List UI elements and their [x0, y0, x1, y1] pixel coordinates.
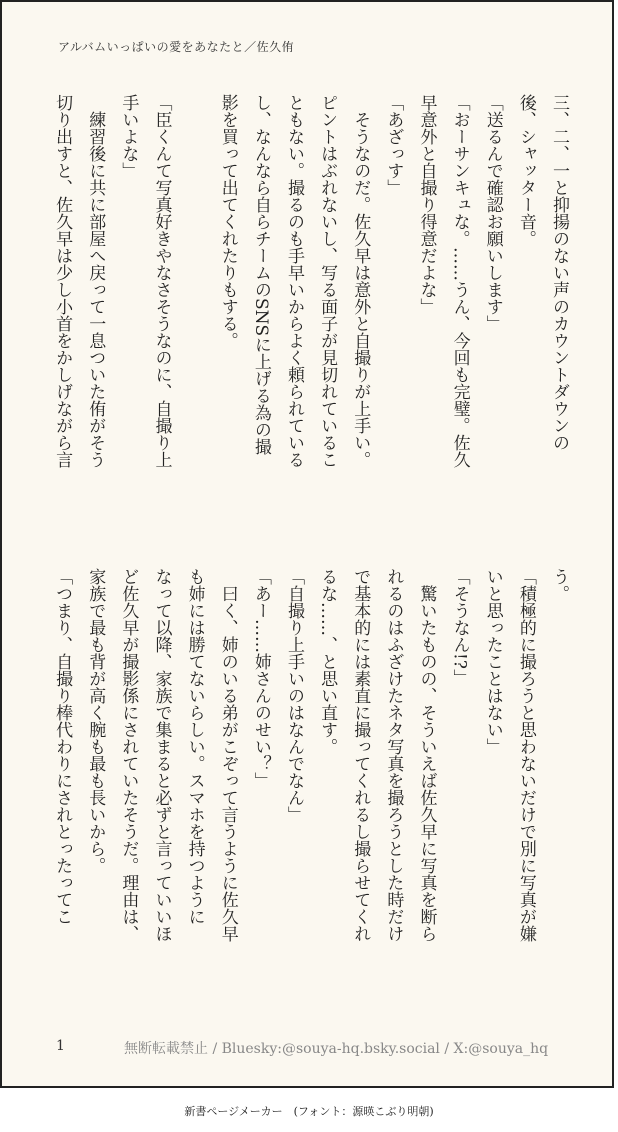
text-column: 驚いたものの、そういえば佐久早に写真を断ら: [416, 568, 437, 942]
text-column: 「臣くんて写真好きやなさそうなのに、自撮り上: [151, 94, 172, 468]
text-column: ともない。撮るのも手早いからよく頼られている: [284, 94, 304, 468]
generator-credit: 新書ページメーカー (フォント：源暎こぶり明朝): [184, 1105, 434, 1118]
text-column: 影を買って出てくれたりもする。: [217, 94, 238, 349]
text-column: 曰く、姉のいる弟がこぞって言うように佐久早: [217, 568, 238, 942]
text-block-top: [46, 94, 576, 524]
text-column: るな……、と思い直す。: [317, 568, 338, 755]
text-column: れるのはふざけたネタ写真を撮ろうとした時だけ: [383, 568, 404, 942]
page-number: 1: [56, 1038, 65, 1054]
text-column: 「送るんで確認お願いします」: [482, 94, 503, 332]
text-column: [179, 94, 212, 524]
text-column: 後、シャッター音。: [515, 94, 536, 247]
text-column: う。: [549, 568, 569, 602]
text-block-bottom: [46, 568, 576, 998]
text-column: し、なんなら自らチームのSNSに上げる為の撮: [250, 94, 271, 456]
text-column: 切り出すと、佐久早は少し小首をかしげながら言: [52, 94, 73, 468]
text-column: 「おーサンキュな。……うん、今回も完璧。佐久: [449, 94, 470, 468]
text-column: 手いよな」: [118, 94, 139, 179]
text-column: 練習後に共に部屋へ戻って一息ついた侑がそう: [85, 94, 106, 468]
text-column: なって以降、家族で集まると必ずと言っていいほ: [151, 568, 172, 942]
text-column: そうなのだ。佐久早は意外と自撮りが上手い。: [350, 94, 371, 468]
text-column: いと思ったことはない」: [482, 568, 503, 755]
page-header-title: アルバムいっぱいの愛をあなたと／佐久侑: [58, 40, 295, 54]
text-column: 「そうなん!?」: [449, 568, 470, 686]
text-column: 三、二、一と抑揚のない声のカウントダウンの: [549, 94, 569, 451]
text-column: 「つまり、自撮り棒代わりにされとったってこ: [52, 568, 73, 925]
text-column: 家族で最も背が高く腕も最も長いから。: [85, 568, 106, 874]
text-column: 「自撮り上手いのはなんでなん」: [284, 568, 304, 823]
text-column: 「積極的に撮ろうと思わないだけで別に写真が嫌: [515, 568, 536, 942]
text-column: も姉には勝てないらしい。スマホを持つように: [184, 568, 205, 925]
text-column: 早意外と自撮り得意だよな」: [416, 94, 437, 315]
text-column: で基本的には素直に撮ってくれるし撮らせてくれ: [350, 568, 371, 942]
page-footer: 無断転載禁止 / Bluesky:@souya-hq.bsky.social / X:@souya_hq: [124, 1041, 549, 1057]
text-column: 「あざっす」: [383, 94, 404, 196]
text-column: ど佐久早が撮影係にされていたそうだ。理由は、: [118, 568, 139, 942]
text-column: ピントはぶれないし、写る面子が見切れているこ: [317, 94, 338, 468]
text-column: 「あー……姉さんのせい？」: [250, 568, 271, 789]
